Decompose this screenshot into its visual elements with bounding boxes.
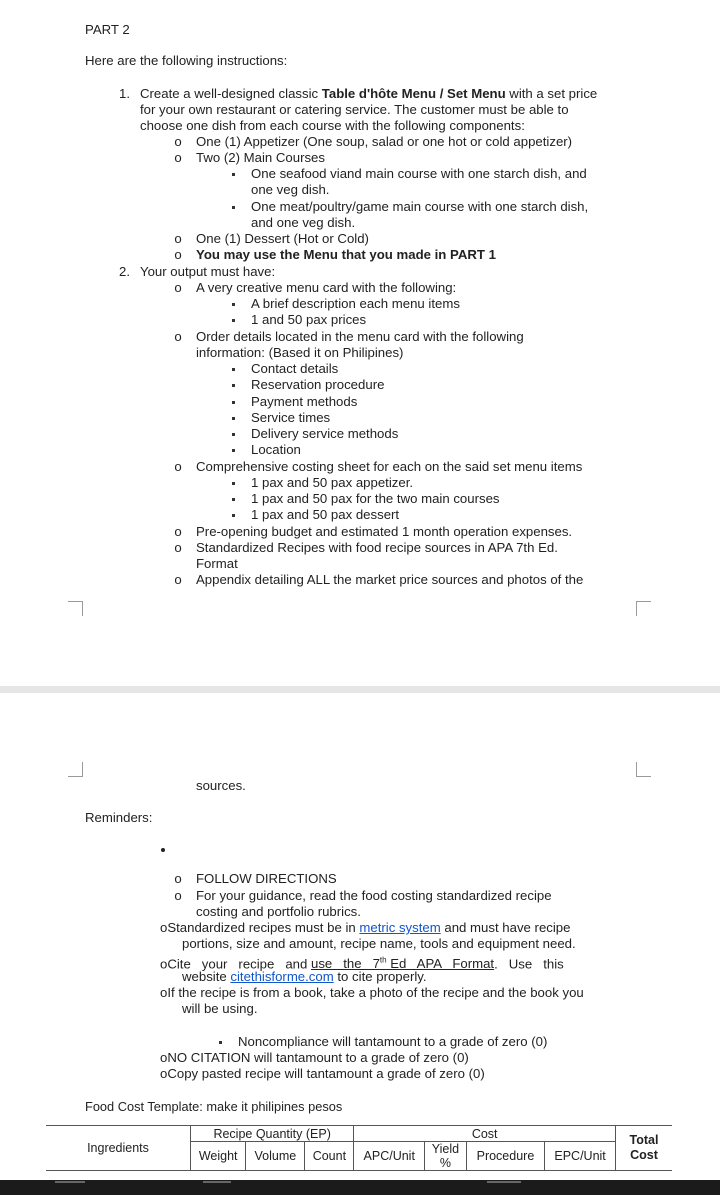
main-courses-req: Two (2) Main Courses [196,150,325,165]
count-header: Count [305,1142,354,1171]
square-bullet [232,449,235,452]
square-bullet [219,1041,222,1044]
order-detail-item: Payment methods [251,394,358,409]
square-bullet [232,498,235,501]
seafood-main-l1: One seafood viand main course with one starch dish, and [251,166,587,181]
guidance-l2: costing and portfolio rubrics. [196,904,361,919]
bullet-dot [161,848,165,852]
yield-header [425,1142,467,1171]
order-detail-item: Delivery service methods [251,426,399,441]
square-bullet [232,433,235,436]
instructions-intro: Here are the following instructions: [85,53,288,68]
cite-note-l2-end: to cite properly. [333,969,427,984]
template-caption: Food Cost Template: make it philipines pesos [85,1099,343,1114]
book-note-l2: will be using. [182,1001,258,1016]
order-details-l2: information: (Based it on Philipines) [196,345,404,360]
weight-header: Weight [191,1142,246,1171]
part-title: PART 2 [85,22,130,37]
order-detail-item: Contact details [251,361,339,376]
bottom-bar-mark [487,1181,521,1183]
cost-header: Cost [354,1126,616,1142]
citethisforme-link[interactable]: citethisforme.com [230,969,334,984]
square-bullet [232,401,235,404]
menu-card-req: A very creative menu card with the following: [196,280,457,295]
apa-ref-text: use the 7 [311,956,380,972]
costing-item: 1 pax and 50 pax for the two main courses [251,491,500,506]
set-menu-heading: Table d'hôte Menu / Set Menu [321,86,506,101]
food-cost-table [46,1125,672,1171]
yield-l2: % [439,1156,451,1170]
menu-card-item: A brief description each menu items [251,296,460,311]
page-break [0,686,720,693]
circle-bullet: o [174,134,182,149]
cite-note-end: . Use this [494,956,564,972]
order-detail-item: Reservation procedure [251,377,385,392]
menu-card-item: 1 and 50 pax prices [251,312,367,327]
yield-l1: Yield [431,1142,460,1156]
appendix-l1: Appendix detailing ALL the market price sources and photos of the [196,572,584,587]
total-cost-l2: Cost [630,1148,658,1162]
item1-line2: for your own restaurant or catering service. The customer must be able to [140,102,569,117]
cite-note-l2-text: website [182,969,231,984]
circle-bullet: o [174,247,182,262]
ingredients-header: Ingredients [46,1126,191,1171]
circle-bullet: o [174,540,182,555]
circle-bullet: o [174,524,182,539]
square-bullet [232,303,235,306]
metric-note-l1 [160,920,570,936]
costing-item: 1 pax and 50 pax appetizer. [251,475,414,490]
page-corner-mark [636,762,651,777]
copy-paste-note: oCopy pasted recipe will tantamount a grade of zero (0) [160,1066,485,1081]
apa-ref-sup: th [379,956,387,965]
item1-number: 1. [119,86,130,101]
metric-note-text: oStandardized recipes must be in [160,920,360,935]
square-bullet [232,417,235,420]
page-corner-mark [68,762,83,777]
item2-number: 2. [119,264,130,279]
item1-line1-text: Create a well-designed classic [140,86,322,101]
square-bullet [232,384,235,387]
costing-sheet-req: Comprehensive costing sheet for each on the said set menu items [196,459,583,474]
metric-system-link[interactable]: metric system [359,920,441,935]
epc-unit-header: EPC/Unit [545,1142,616,1171]
square-bullet [232,206,235,209]
costing-item: 1 pax and 50 pax dessert [251,507,400,522]
item2-line: Your output must have: [140,264,276,279]
square-bullet [232,319,235,322]
metric-note-l2: portions, size and amount, recipe name, tools and equipment need. [182,936,576,951]
book-note-l1: oIf the recipe is from a book, take a photo of the recipe and the book you [160,985,584,1000]
circle-bullet: o [174,329,182,344]
square-bullet [232,368,235,371]
meat-main-l1: One meat/poultry/game main course with one starch dish, [251,199,589,214]
circle-bullet: o [174,572,182,587]
order-detail-item: Service times [251,410,331,425]
bottom-bar-mark [55,1181,85,1183]
volume-header: Volume [246,1142,305,1171]
order-detail-item: Location [251,442,301,457]
cite-note-l2 [182,969,427,985]
meat-main-l2: and one veg dish. [251,215,356,230]
total-cost-l1: Total [629,1133,659,1147]
appetizer-req: One (1) Appetizer (One soup, salad or one hot or cold appetizer) [196,134,573,149]
standardized-recipes-l2: Format [196,556,238,571]
circle-bullet: o [174,231,182,246]
standardized-recipes-l1: Standardized Recipes with food recipe sources in APA 7th Ed. [196,540,558,555]
circle-bullet: o [174,459,182,474]
reminders-title: Reminders: [85,810,153,825]
recipe-quantity-header: Recipe Quantity (EP) [191,1126,354,1142]
no-citation-note: oNO CITATION will tantamount to a grade of zero (0) [160,1050,469,1065]
appendix-l2: sources. [196,778,246,793]
circle-bullet: o [174,871,182,886]
item1-line1-end: with a set price [505,86,598,101]
item1-line3: choose one dish from each course with the following components: [140,118,525,133]
metric-note-end: and must have recipe [440,920,571,935]
apa-ref-end: Ed APA Format [386,956,495,972]
cite-note-text: oCite your recipe and [160,956,311,972]
noncompliance-note: Noncompliance will tantamount to a grade of zero (0) [238,1034,548,1049]
guidance-l1: For your guidance, read the food costing standardized recipe [196,888,552,903]
bottom-bar-mark [203,1181,231,1183]
square-bullet [232,514,235,517]
page-corner-mark [68,601,83,616]
budget-req: Pre-opening budget and estimated 1 month operation expenses. [196,524,573,539]
dessert-req: One (1) Dessert (Hot or Cold) [196,231,369,246]
table-header-row [46,1126,672,1142]
circle-bullet: o [174,280,182,295]
bottom-bar [0,1180,720,1195]
circle-bullet: o [174,888,182,903]
order-details-l1: Order details located in the menu card with the following [196,329,524,344]
square-bullet [232,173,235,176]
item1-line1 [140,86,597,102]
apc-unit-header: APC/Unit [354,1142,425,1171]
menu-part1-note: You may use the Menu that you made in PART 1 [196,247,496,262]
square-bullet [232,482,235,485]
circle-bullet: o [174,150,182,165]
total-cost-header [616,1126,673,1171]
procedure-header: Procedure [466,1142,544,1171]
seafood-main-l2: one veg dish. [251,182,330,197]
page-corner-mark [636,601,651,616]
follow-directions: FOLLOW DIRECTIONS [196,871,337,886]
